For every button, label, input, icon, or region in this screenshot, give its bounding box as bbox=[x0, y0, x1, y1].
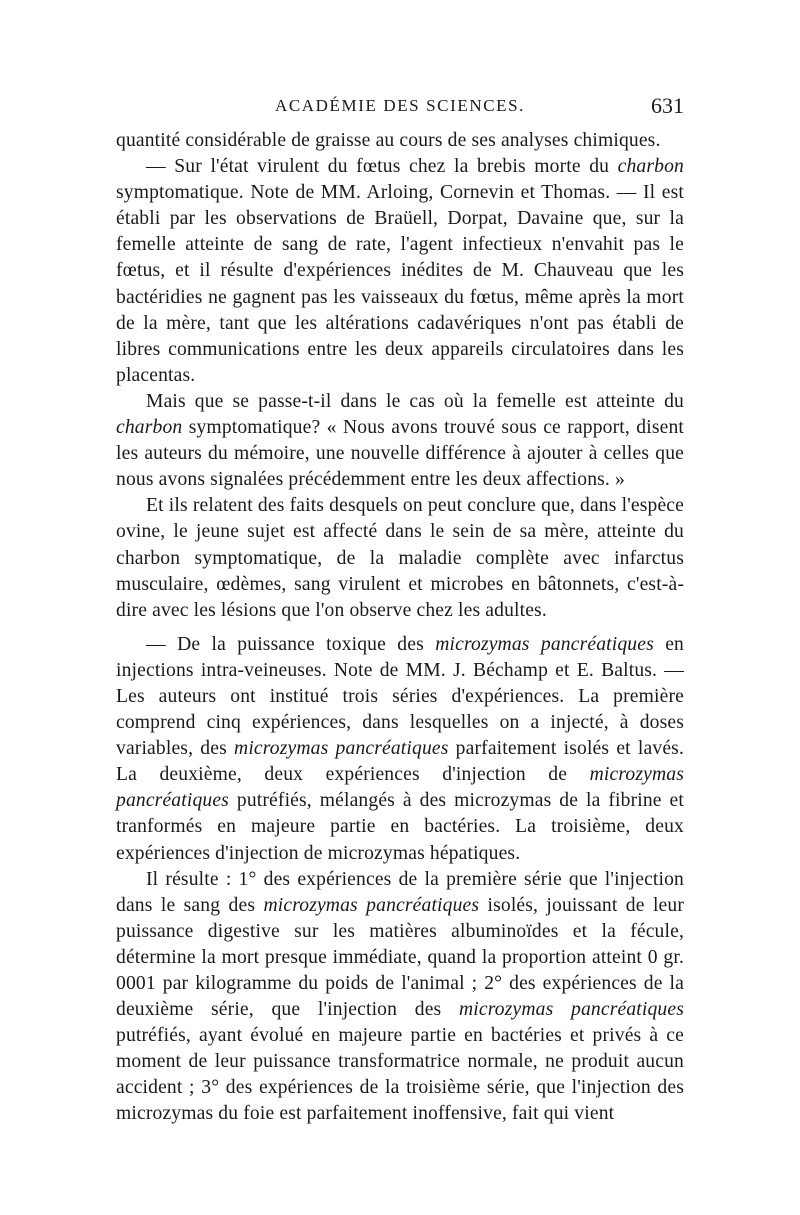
text-segment: Il résulte : 1° des expériences de la première série que l'injection dans le sang des bbox=[116, 868, 684, 916]
text-segment: — Sur l'état virulent du fœtus chez la brebis morte du bbox=[146, 156, 618, 178]
paragraph-6 bbox=[116, 867, 684, 1128]
page-header bbox=[116, 93, 684, 126]
paragraph-2 bbox=[116, 154, 684, 389]
paragraph-4 bbox=[116, 493, 684, 623]
running-title: ACADÉMIE DES SCIENCES. bbox=[274, 96, 526, 115]
italic-text-segment: microzymas pancréatiques bbox=[263, 894, 480, 916]
italic-text-segment: charbon bbox=[116, 417, 183, 439]
text-segment: putréfiés, ayant évolué en majeure partie en bactéries et privés à ce moment de leur puissance transformatrice normale, ne produit aucun accident ; 3° des expériences de la troisième série, que l'injection des microzymas du foie est parfaitement inoffensive, fait qui vient bbox=[116, 1025, 684, 1125]
paragraph-3 bbox=[116, 389, 684, 493]
text-segment: symptomatique. Note de MM. Arloing, Cornevin et Thomas. — Il est établi par les observations de Braüell, Dorpat, Davaine que, sur la femelle atteinte de sang de rate, l'agent infectieux n'envahit pas le fœtus, et il résulte d'expériences inédites de M. Chauveau que les bactéridies ne gagnent pas les vaisseaux du fœtus, même après la mort de la mère, tant que les altérations cadavériques n'ont pas établi de libres communications entre les deux appareils circulatoires dans les placentas. bbox=[116, 182, 684, 386]
italic-text-segment: microzymas pancréatiques bbox=[458, 999, 684, 1021]
text-segment: symptomatique? « Nous avons trouvé sous ce rapport, disent les auteurs du mémoire, une nouvelle différence à ajouter à celles que nous avons signalées précédemment entre les deux affections. » bbox=[116, 417, 684, 491]
paragraph-5 bbox=[116, 632, 684, 867]
text-segment: Mais que se passe-t-il dans le cas où la femelle est atteinte du bbox=[146, 390, 684, 412]
text-segment: quantité considérable de graisse au cours de ses analyses chimiques. bbox=[116, 130, 661, 151]
text-segment: Et ils relatent des faits desquels on peut conclure que, dans l'espèce ovine, le jeune sujet est affecté dans le sein de sa mère, atteinte du charbon symptomatique, de la maladie complète avec infarctus musculaire, œdèmes, sang virulent et microbes en bâtonnets, c'est-à-dire avec les lésions que l'on observe chez les adultes. bbox=[116, 495, 684, 621]
text-segment: en injections intra-veineuses. Note de MM. J. Béchamp et E. Baltus. — Les auteurs ont institué trois séries d'expériences. La première comprend cinq expériences, dans lesquelles on a injecté, à doses variables, des bbox=[116, 633, 684, 760]
page-number: 631 bbox=[651, 93, 684, 118]
italic-text-segment: microzymas pancréatiques bbox=[116, 764, 684, 812]
text-segment: putréfiés, mélangés à des microzymas de la fibrine et tranformés en majeure partie en bactéries. La troisième, deux expériences d'injection de microzymas hépatiques. bbox=[116, 790, 684, 864]
italic-text-segment: charbon bbox=[617, 156, 684, 178]
italic-text-segment: microzymas pancréatiques bbox=[234, 738, 449, 760]
paragraph-1 bbox=[116, 128, 684, 154]
text-segment: isolés, jouissant de leur puissance digestive sur les matières albuminoïdes et la fécule, détermine la mort presque immédiate, quand la proportion atteint 0 gr. 0001 par kilogramme du poids de l'animal ; 2° des expériences de la deuxième série, que l'injection des bbox=[116, 894, 685, 1021]
text-segment: — De la puissance toxique des bbox=[146, 633, 436, 655]
text-segment: parfaitement isolés et lavés. La deuxième, deux expériences d'injection de bbox=[116, 738, 684, 786]
body-text bbox=[116, 128, 684, 1128]
italic-text-segment: microzymas pancréatiques bbox=[435, 633, 654, 655]
